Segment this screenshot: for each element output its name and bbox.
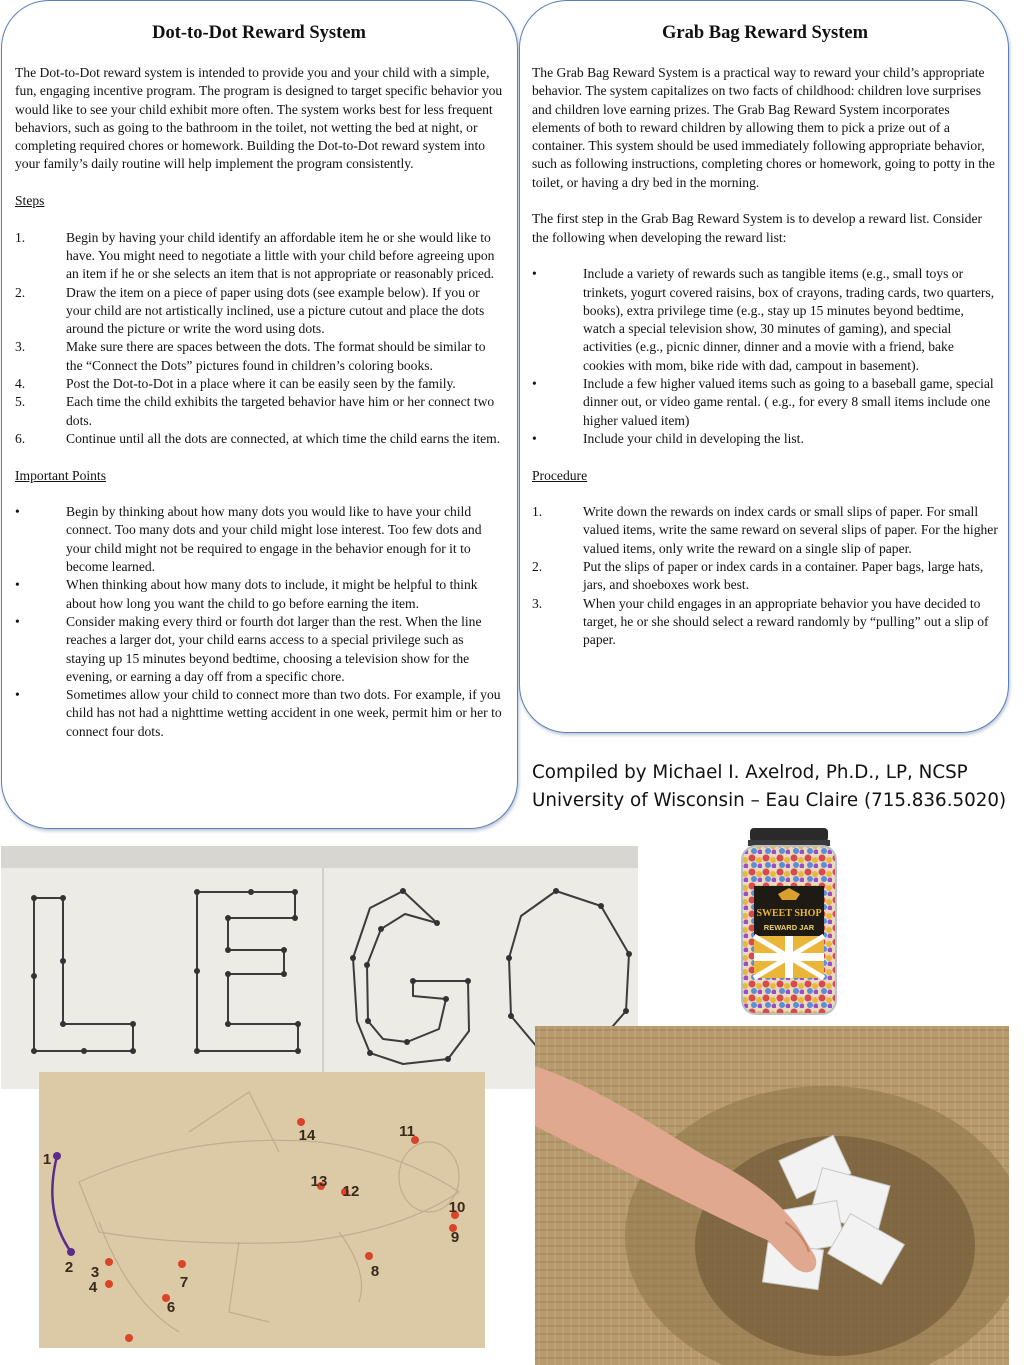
dot-marker [125,1334,133,1342]
procedure-heading: Procedure [532,467,588,483]
dot-marker [53,1152,61,1160]
list-item: • Include a variety of rewards such as tangible items (e.g., small toys or trinkets, yogurt covered raisins, box of crayons, trading cards, two quarters, books), extra privilege time (e.g., stay up 15 minutes beyond bedtime, watch a special television show, 30 minutes of gaming), and special activities (e.g., picnic dinner, dinner and a movie with a friend, bake cookies with mom, bike ride with dad, campout in basement). [532,266,995,373]
steps-heading: Steps [15,193,45,209]
dot-number-label: 1 [42,1151,52,1168]
dot-number-label: 10 [448,1199,466,1216]
dot-number-label: 2 [64,1259,74,1276]
steps-list [15,229,503,449]
reward-jar-photo [734,826,844,1018]
compiled-by [532,759,1006,815]
dot-number-label: 3 [90,1264,100,1281]
grab-bag-step-intro: The first step in the Grab Bag Reward System is to develop a reward list. Consider the following when developing the reward list: [532,211,983,245]
dot-number-label: 7 [179,1274,189,1291]
dot-to-dot-panel [1,0,518,829]
grab-bag-panel [519,0,1009,733]
jar-label-subtitle: REWARD JAR [763,923,815,932]
procedure-list [532,503,998,649]
grab-bag-intro: The Grab Bag Reward System is a practical way to reward your child’s appropriate behavior. The system capitalizes on two facts of childhood: children love surprises and children love earning prizes. The Grab Bag Reward System incorporates elements of both to reward children by allowing them to pick a prize out of a container. This system should be used immediately following appropriate behavior, such as following instructions, completing chores or homework, going to potty in the toilet, or having a dry bed in the morning. [532,65,995,190]
list-item: 2. Draw the item on a piece of paper using dots (see example below). If you or your child are not artistically inclined, use a picture cutout and place the dots around the picture or write the word using dots. [15,284,485,337]
dot-number-label: 6 [166,1299,176,1316]
important-points-heading: Important Points [15,467,107,483]
dot-number-label: 11 [399,1123,415,1140]
numbered-dot-to-dot-photo [39,1072,485,1348]
dot-marker [67,1248,75,1256]
list-item: • When thinking about how many dots to include, it might be helpful to think about how long you want the child to go before earning the item. [15,577,478,611]
dot-number-label: 9 [450,1229,460,1246]
list-item: 4. Post the Dot-to-Dot in a place where it can be easily seen by the family. [15,376,456,392]
dot-marker [178,1260,186,1268]
grab-bag-hat-photo [535,1026,1009,1365]
important-points-list [15,503,503,741]
dot-marker [297,1118,305,1126]
dot-number-label: 4 [88,1279,98,1296]
dot-marker [105,1258,113,1266]
list-item: 2. Put the slips of paper or index cards in a container. Paper bags, large hats, jars, and shoeboxes work best. [532,559,984,593]
reward-list [532,265,998,448]
list-item: 3. When your child engages in an appropriate behavior you have decided to target, he or she should select a reward randomly by “pulling” out a slip of paper. [532,595,989,648]
compiled-by-author: Compiled by Michael I. Axelrod, Ph.D., LP, NCSP [532,762,968,783]
dot-marker [105,1280,113,1288]
dot-number-label: 12 [342,1183,360,1200]
dot-to-dot-title: Dot-to-Dot Reward System [152,23,366,43]
list-item: 6. Continue until all the dots are connected, at which time the child earns the item. [15,430,501,446]
list-item: • Consider making every third or fourth dot larger than the rest. When the line reaches a larger dot, your child earns access to a special privilege such as staying up 15 minutes beyond bedtime, choosing a television show for the evening, or earning a day off from a specific chore. [15,613,482,684]
list-item: • Include a few higher valued items such as going to a baseball game, special dinner out, or video game rental. ( e.g., for every 8 small items include one higher valued item) [532,376,994,428]
dot-number-label: 14 [298,1127,316,1144]
dot-number-label: 8 [370,1263,380,1280]
list-item: 3. Make sure there are spaces between the dots. The format should be similar to the “Connect the Dots” pictures found in children’s coloring books. [15,339,486,373]
jar-label-title: SWEET SHOP [756,908,822,919]
list-item: • Sometimes allow your child to connect more than two dots. For example, if you child has not had a nighttime wetting accident in one week, permit him or her to connect four dots. [15,687,502,739]
list-item: 1. Write down the rewards on index cards or small slips of paper. For small valued items, write the same reward on several slips of paper. For the higher valued items, only write the reward on a single slip of paper. [532,504,998,556]
compiled-by-affiliation: University of Wisconsin – Eau Claire (715.836.5020) [532,790,1007,811]
list-item: 1. Begin by having your child identify an affordable item he or she would like to have. You might need to negotiate a little with your child before agreeing upon an item if he or she selects an item that is not appropriate or reasonably priced. [15,229,495,282]
dot-number-label: 13 [310,1173,328,1190]
dot-to-dot-intro: The Dot-to-Dot reward system is intended to provide you and your child with a simple, fun, engaging incentive program. The program is designed to target specific behavior you would like to see your child exhibit more often. The system works best for less frequent behaviors, such as going to the bathroom in the toilet, not wetting the bed at night, or completing required chores or homework. Building the Dot-to-Dot reward system into your family’s daily routine will help implement the program consistently. [15,65,503,172]
grab-bag-title: Grab Bag Reward System [661,23,869,43]
list-item: • Include your child in developing the list. [532,430,804,446]
list-item: • Begin by thinking about how many dots you would like to have your child connect. Too many dots and your child might lose interest. Too few dots and your child might not be required to engage in the behavior enough for it to become learned. [15,504,482,575]
dot-marker [365,1252,373,1260]
list-item: 5. Each time the child exhibits the targeted behavior have him or her connect two dots. [15,394,495,428]
